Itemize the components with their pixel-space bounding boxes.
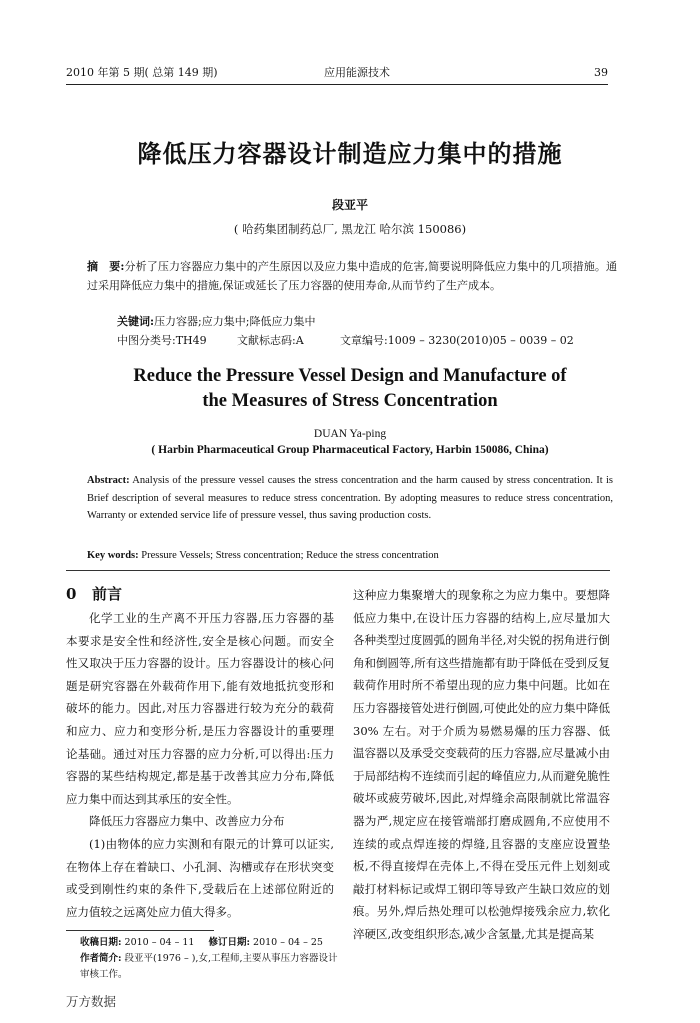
abstract-cn-label: 摘 要: (87, 260, 125, 273)
keywords-cn (117, 312, 315, 331)
footnote-rule (66, 930, 214, 931)
journal-name: 应用能源技术 (324, 66, 390, 79)
title-en-line2: the Measures of Stress Concentration (202, 391, 498, 411)
issue-info: 2010 年第 5 期( 总第 149 期) (66, 66, 218, 79)
footnote-bio (80, 951, 340, 983)
section-divider (66, 570, 610, 571)
footnote-dates (80, 935, 340, 951)
bio-text: 段亚平(1976 – ),女,工程师,主要从事压力容器设计审核工作。 (80, 953, 338, 980)
affiliation-en: ( Harbin Pharmaceutical Group Pharmaceutical Factory, Harbin 150086, China) (151, 444, 549, 456)
keywords-en (87, 550, 439, 561)
measure-paragraph: (1)由物体的应力实测和有限元的计算可以证实,在物体上存在着缺口、小孔洞、沟槽或存在形状突变或受到刚性约束的条件下,受载后在上述部位附近的应力值较之远离处应力值大得多。 (66, 836, 334, 919)
abstract-en (87, 472, 613, 525)
affiliation-cn: ( 哈药集团制药总厂, 黑龙江 哈尔滨 150086) (233, 222, 467, 236)
intro-paragraph: 化学工业的生产离不开压力容器,压力容器的基本要求是安全性和经济性,安全是核心问题。而安全性又取决于压力容器的设计。压力容器设计的核心问题是研究容器在外载荷作用下,能有效地抵抗变形和破坏的能力。因此,对压力容器进行较为充分的载荷和应力、应力和变形分析,是压力容器设计的重要理论基础。通过对压力容器的应力分析,可以得出:压力容器的某些结构规定,都是基于改善其应力分布,降低应力集中而达到其承压的安全性。 (66, 611, 334, 806)
section-heading (66, 584, 334, 604)
section-title: 前言 (92, 585, 123, 603)
title-cn: 降低压力容器设计制造应力集中的措施 (137, 139, 563, 168)
right-column-paragraph: 这种应力集聚增大的现象称之为应力集中。要想降低应力集中,在设计压力容器的结构上,应尽量加大各种类型过度圆弧的圆角半径,对尖锐的拐角进行倒角和倒圆等,所有这些措施都有助于降低在受到反复载荷作用时所不希望出现的应力集中问题。比如在压力容器接管处进行倒圆,可使此处的应力集中降低 30% 左右。对于介质为易燃易爆的压力容器、低温容器以及承受交变载荷的压力容器,应尽量减小由于局部结构不连续而引起的峰值应力,从而避免脆性破坏或疲劳破坏,因此,对焊缝余高限制就比常温容器为严,规定应在接管端部打磨成圆角,不应使用不连续的或点焊连接的焊缝,且容器的支座应设置垫板,不得直接焊在壳体上,不得在受压元件上划刻或敲打材料标记或焊工钢印等导致产生缺口效应的划痕。另外,焊后热处理可以松弛焊接残余应力,软化淬硬区,改变组织形态,减少含氢量,尤其是提高某 (353, 588, 610, 941)
keywords-cn-label: 关键词: (117, 315, 155, 328)
revised-date: 2010 – 04 – 25 (253, 937, 323, 948)
body-column-right (353, 584, 610, 946)
footnote (80, 935, 340, 983)
keywords-en-text: Pressure Vessels; Stress concentration; Reduce the stress concentration (138, 550, 439, 561)
abstract-en-label: Abstract: (87, 475, 130, 486)
clc-number: 中图分类号:TH49 (117, 334, 207, 347)
received-label: 收稿日期: (80, 937, 122, 948)
running-header (66, 64, 608, 82)
keywords-en-label: Key words: (87, 550, 139, 561)
received-date: 2010 – 04 – 11 (124, 937, 195, 948)
bio-label: 作者简介: (80, 953, 122, 964)
document-code: 文献标志码:A (237, 334, 304, 347)
body-column-left (66, 584, 334, 923)
abstract-en-text: Analysis of the pressure vessel causes the stress concentration and the harm caused by stress concentration. It is Brief description of several measures to reduce stress concentration. By adopting measures to reduce stress concentration, Warranty or extended service life of pressure vessel, thus saving production costs. (87, 475, 613, 521)
keywords-cn-text: 压力容器;应力集中;降低应力集中 (154, 315, 316, 328)
abstract-cn (87, 257, 617, 295)
title-en-line1: Reduce the Pressure Vessel Design and Manufacture of (133, 366, 567, 386)
abstract-cn-text: 分析了压力容器应力集中的产生原因以及应力集中造成的危害,简要说明降低应力集中的几项措施。通过采用降低应力集中的措施,保证或延长了压力容器的使用寿命,从而节约了生产成本。 (87, 260, 617, 292)
author-cn: 段亚平 (331, 198, 368, 212)
page-number: 39 (594, 66, 608, 79)
revised-label: 修订日期: (208, 937, 250, 948)
section-number: 0 (66, 585, 77, 603)
header-rule (66, 84, 608, 85)
watermark: 万方数据 (66, 994, 117, 1009)
subsection-title: 降低压力容器应力集中、改善应力分布 (89, 814, 285, 829)
author-en: DUAN Ya-ping (313, 428, 387, 440)
article-number: 文章编号:1009 – 3230(2010)05 – 0039 – 02 (340, 334, 574, 347)
title-en (0, 364, 700, 414)
